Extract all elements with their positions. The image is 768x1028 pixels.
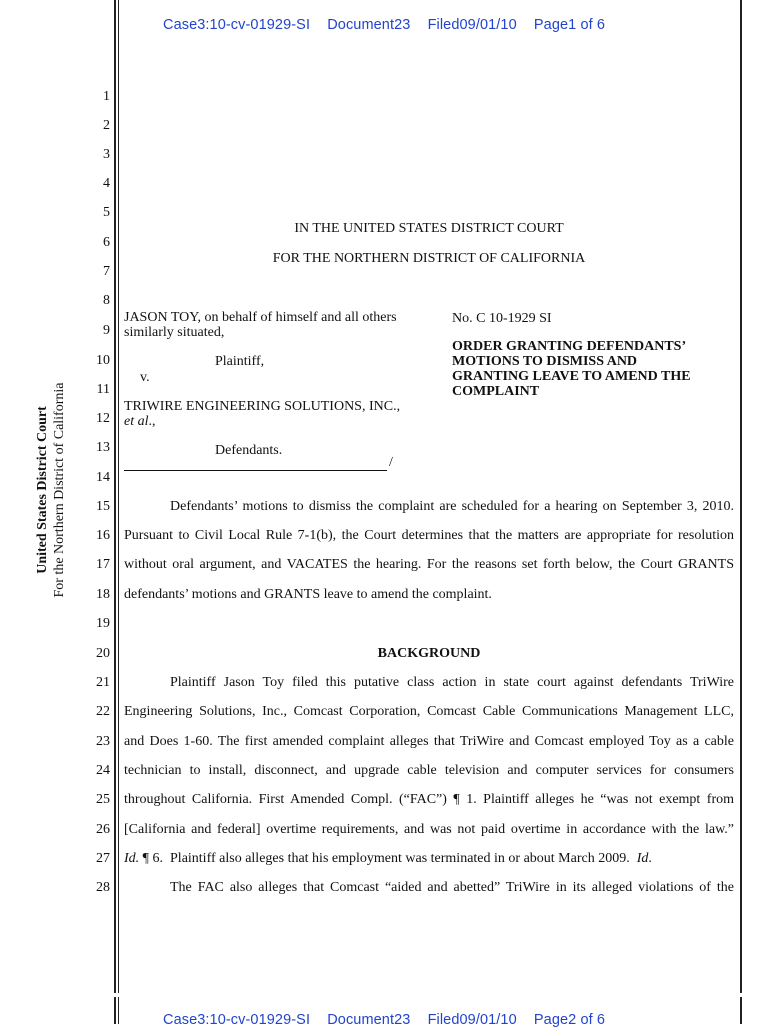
left-margin-rule-inner <box>118 0 119 1024</box>
caption-underline <box>124 455 387 471</box>
court-title-line-1: IN THE UNITED STATES DISTRICT COURT <box>294 221 564 236</box>
next-header-page: Page2 of 6 <box>533 1012 606 1028</box>
order-title-1: ORDER GRANTING DEFENDANTS’ <box>452 339 687 354</box>
line-number: 5 <box>103 205 110 220</box>
line-number: 21 <box>96 675 110 690</box>
plaintiff-role: Plaintiff, <box>215 354 265 369</box>
intro-line-4: defendants’ motions and GRANTS leave to amend the complaint. <box>124 587 492 602</box>
background-line-1: Plaintiff Jason Toy filed this putative class action in state court against defendants TriWire <box>170 675 734 690</box>
line-number: 9 <box>103 323 110 338</box>
intro-line-2: Pursuant to Civil Local Rule 7-1(b), the Court determines that the matters are appropriate for resolution <box>124 528 734 543</box>
line-number: 23 <box>96 734 110 749</box>
id-cite-2: Id <box>636 851 649 866</box>
line-number: 27 <box>96 851 110 866</box>
line-number: 17 <box>96 557 110 572</box>
background-line-3: and Does 1-60. The first amended complaint alleges that TriWire and Comcast employed Toy as a cable <box>124 734 734 749</box>
plaintiff-name: JASON TOY, on behalf of himself and all others <box>124 310 397 325</box>
header-case: Case3:10-cv-01929-SI <box>163 17 311 33</box>
line-number: 6 <box>103 235 110 250</box>
caption-rule <box>124 455 393 471</box>
defendant-name: TRIWIRE ENGINEERING SOLUTIONS, INC., <box>124 399 401 414</box>
ecf-header-next-page <box>163 1012 618 1028</box>
defendant-role: Defendants. <box>215 443 283 458</box>
header-filed: Filed09/01/10 <box>427 17 517 33</box>
line-number: 20 <box>96 646 110 661</box>
right-margin-rule <box>740 0 742 1024</box>
versus: v. <box>140 370 150 385</box>
next-header-document: Document23 <box>327 1012 411 1028</box>
line-number: 10 <box>96 353 110 368</box>
line-number: 14 <box>96 470 110 485</box>
line-number: 16 <box>96 528 110 543</box>
line-number: 13 <box>96 440 110 455</box>
line-number: 11 <box>96 382 110 397</box>
intro-line-1: Defendants’ motions to dismiss the complaint are scheduled for a hearing on September 3, 2010. <box>170 499 734 514</box>
line-number: 8 <box>103 293 110 308</box>
next-header-filed: Filed09/01/10 <box>427 1012 517 1028</box>
line-number: 12 <box>96 411 110 426</box>
left-margin-rule <box>114 0 116 1024</box>
line27-text: ¶ 6. Plaintiff also alleges that his employment was terminated in or about March 2009. <box>139 851 637 866</box>
sidebar-court: United States District Court <box>35 406 50 574</box>
sidebar-district: For the Northern District of California <box>52 382 67 598</box>
et-al: et al <box>124 414 149 429</box>
line-number: 26 <box>96 822 110 837</box>
background-line-8: The FAC also alleges that Comcast “aided and abetted” TriWire in its alleged violations of the <box>170 880 734 895</box>
section-heading: BACKGROUND <box>377 646 481 661</box>
court-sidebar <box>34 340 68 640</box>
et-al-suffix: ., <box>148 414 156 429</box>
id-cite-1: Id. <box>124 851 140 866</box>
order-title-2: MOTIONS TO DISMISS AND <box>452 354 638 369</box>
background-line-4: technician to install, disconnect, and upgrade cable television and computer services for consumers <box>124 763 734 778</box>
line-number: 19 <box>96 616 110 631</box>
case-number: No. C 10-1929 SI <box>452 311 552 326</box>
line-number: 22 <box>96 704 110 719</box>
line27-end: . <box>648 851 652 866</box>
court-title-line-2: FOR THE NORTHERN DISTRICT OF CALIFORNIA <box>272 251 586 266</box>
caption-slash: / <box>389 455 393 470</box>
background-line-5: throughout California. First Amended Compl. (“FAC”) ¶ 1. Plaintiff alleges he “was not exempt from <box>124 792 734 807</box>
line-number: 25 <box>96 792 110 807</box>
line-number: 3 <box>103 147 110 162</box>
intro-line-3: without oral argument, and VACATES the hearing. For the reasons set forth below, the Court GRANTS <box>124 557 734 572</box>
header-page: Page1 of 6 <box>533 17 606 33</box>
defendant-name-cont <box>124 414 156 430</box>
line-number: 18 <box>96 587 110 602</box>
background-line-6: [California and federal] overtime requirements, and was not paid overtime in accordance with the law.” <box>124 822 734 837</box>
line-number: 28 <box>96 880 110 895</box>
line-number: 15 <box>96 499 110 514</box>
plaintiff-name-cont: similarly situated, <box>124 325 225 340</box>
line-number: 4 <box>103 176 110 191</box>
page-break <box>0 993 768 997</box>
line-number: 7 <box>103 264 110 279</box>
order-title-3: GRANTING LEAVE TO AMEND THE <box>452 369 691 384</box>
background-line-2: Engineering Solutions, Inc., Comcast Corporation, Comcast Cable Communications Management LLC, <box>124 704 734 719</box>
background-line-7 <box>124 851 734 867</box>
order-title-4: COMPLAINT <box>452 384 540 399</box>
next-header-case: Case3:10-cv-01929-SI <box>163 1012 311 1028</box>
header-document: Document23 <box>327 17 411 33</box>
ecf-header <box>163 17 618 33</box>
line-number: 24 <box>96 763 110 778</box>
line-number: 2 <box>103 118 110 133</box>
line-number: 1 <box>103 89 110 104</box>
